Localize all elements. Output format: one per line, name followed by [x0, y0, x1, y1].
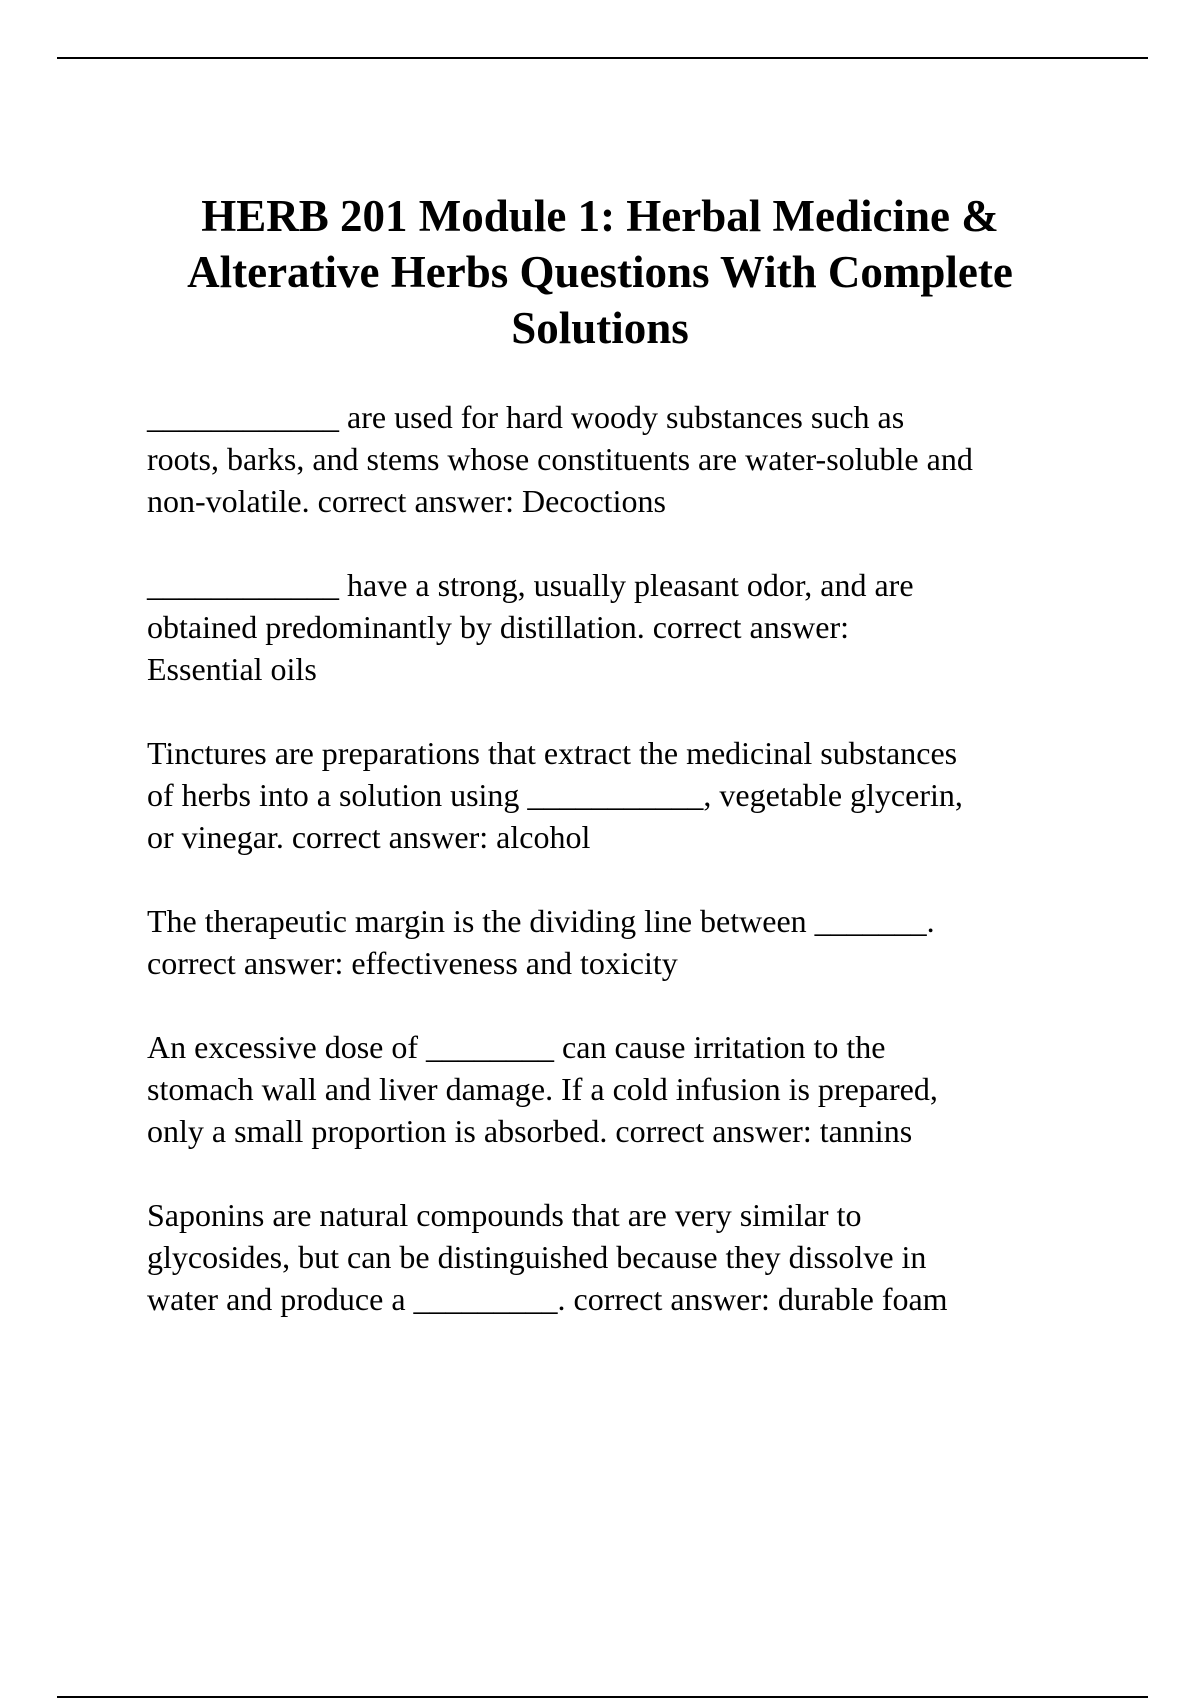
header-rule: [57, 57, 1148, 59]
question-line: water and produce a _________. correct answer: durable foam: [147, 1281, 948, 1317]
question-line: Tinctures are preparations that extract the medicinal substances: [147, 735, 958, 771]
question-line: Saponins are natural compounds that are very similar to: [147, 1197, 862, 1233]
question-line: only a small proportion is absorbed. correct answer: tannins: [147, 1113, 913, 1149]
question-item: [147, 900, 1147, 984]
question-item: [147, 396, 1147, 522]
question-line: ____________ have a strong, usually pleasant odor, and are: [147, 567, 914, 603]
question-line: or vinegar. correct answer: alcohol: [147, 819, 591, 855]
question-line: correct answer: effectiveness and toxicity: [147, 945, 678, 981]
question-line: roots, barks, and stems whose constituents are water-soluble and: [147, 441, 973, 477]
question-line: obtained predominantly by distillation. correct answer:: [147, 609, 850, 645]
question-item: [147, 1194, 1147, 1320]
question-item: [147, 1026, 1147, 1152]
footer-rule: [57, 1696, 1148, 1698]
question-item: [147, 564, 1147, 690]
question-line: non-volatile. correct answer: Decoctions: [147, 483, 666, 519]
question-item: [147, 732, 1147, 858]
question-line: stomach wall and liver damage. If a cold infusion is prepared,: [147, 1071, 938, 1107]
document-title: [100, 188, 1100, 356]
title-line: Alterative Herbs Questions With Complete: [187, 247, 1013, 297]
question-line: ____________ are used for hard woody substances such as: [147, 399, 905, 435]
question-line: The therapeutic margin is the dividing line between _______.: [147, 903, 935, 939]
title-line: Solutions: [511, 303, 689, 353]
question-line: glycosides, but can be distinguished because they dissolve in: [147, 1239, 927, 1275]
question-line: An excessive dose of ________ can cause irritation to the: [147, 1029, 886, 1065]
question-line: Essential oils: [147, 651, 317, 687]
title-line: HERB 201 Module 1: Herbal Medicine &: [201, 191, 999, 241]
question-list: [147, 396, 1147, 1362]
question-line: of herbs into a solution using ___________, vegetable glycerin,: [147, 777, 963, 813]
